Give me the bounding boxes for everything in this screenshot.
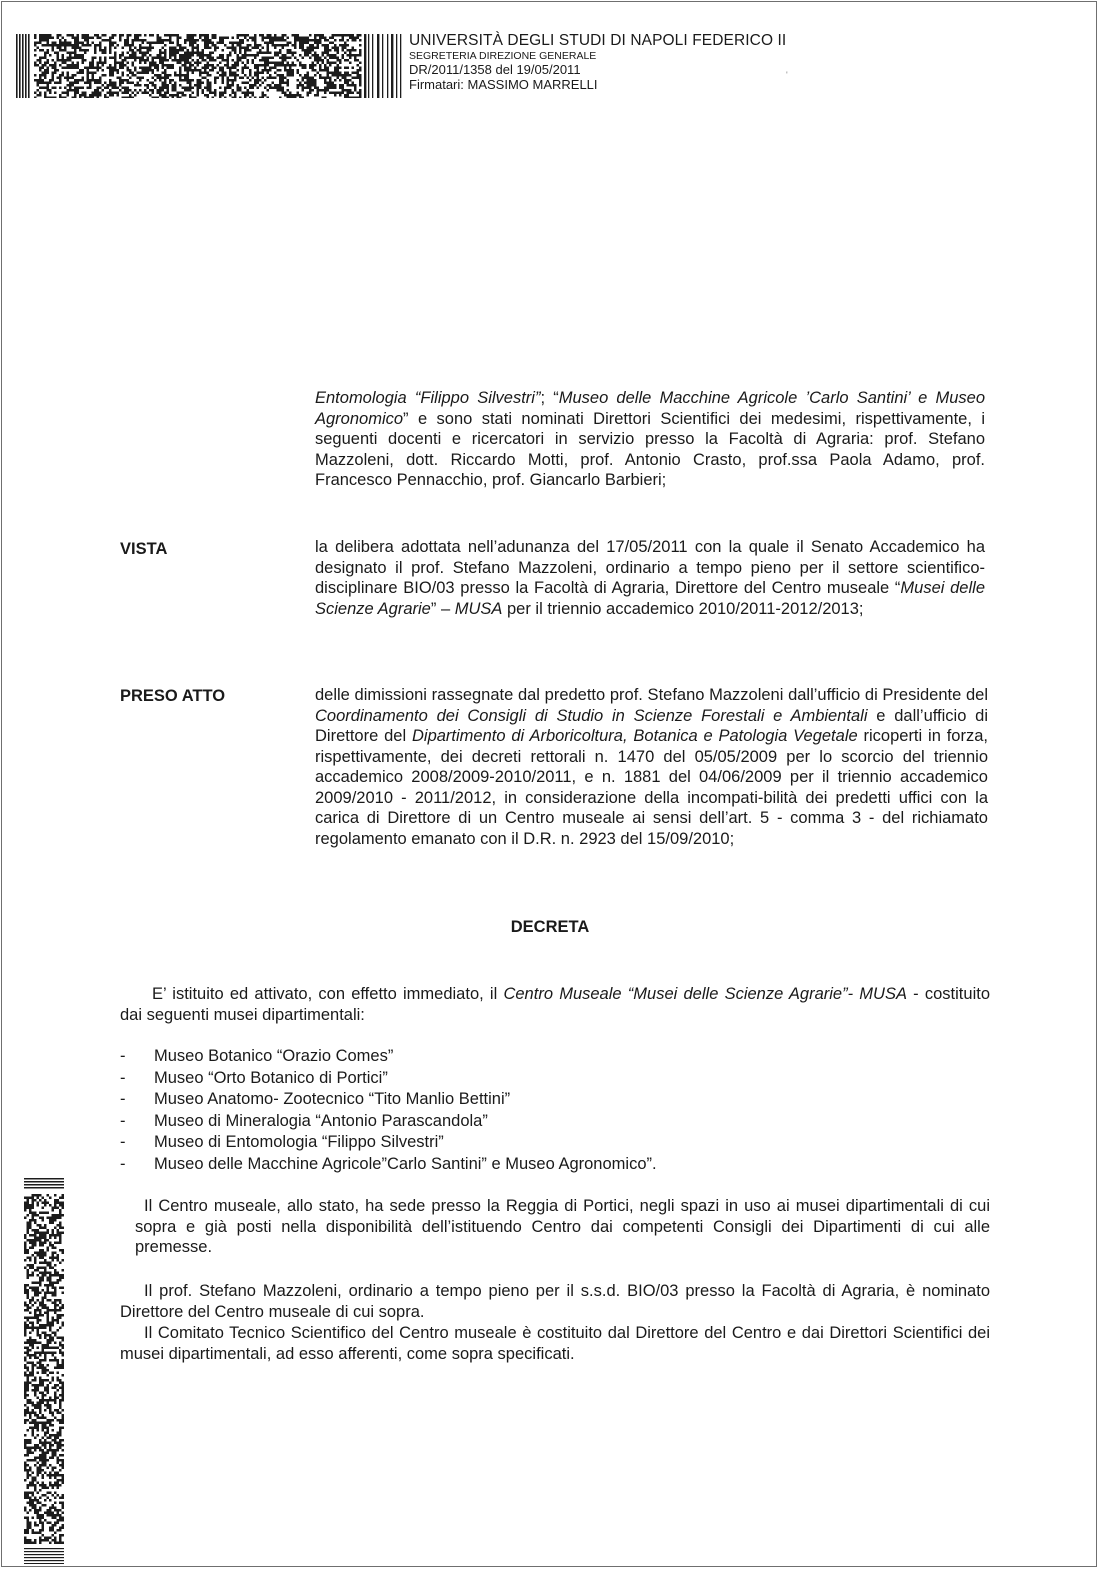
list-item: - Museo Anatomo- Zootecnico “Tito Manlio Bettini”	[120, 1089, 657, 1111]
museum-list	[120, 1046, 657, 1176]
list-item: - Museo di Mineralogia “Antonio Parascandola”	[120, 1111, 657, 1133]
intro-paragraph: Entomologia “Filippo Silvestri”; “Museo delle Macchine Agricole ’Carlo Santini’ e Museo Agronomico” e sono stati nominati Direttori Scientifici dei medesimi, rispettivamente, i seguenti docenti e ricercatori in servizio presso la Facoltà di Agraria: prof. Stefano Mazzoleni, dott. Riccardo Motti, prof. Antonio Crasto, prof.ssa Paola Adamo, prof. Francesco Pennacchio, prof. Giancarlo Barbieri;	[315, 389, 985, 489]
barcode-side	[24, 1178, 64, 1564]
list-item: - Museo delle Macchine Agricole”Carlo Santini” e Museo Agronomico”.	[120, 1154, 657, 1176]
preso-atto-label: PRESO ATTO	[120, 687, 226, 705]
vista-paragraph: la delibera adottata nell’adunanza del 17/05/2011 con la quale il Senato Accademico ha designato il prof. Stefano Mazzoleni, ordinario a tempo pieno per il settore scientifico-disciplinare BIO/03 presso la Facoltà di Agraria, Direttore del Centro museale “Musei delle Scienze Agrarie” – MUSA per il triennio accademico 2010/2011-2012/2013;	[315, 538, 985, 618]
article-istituzione: E’ istituito ed attivato, con effetto immediato, il Centro Museale “Musei delle Scienze Agrarie”- MUSA - costituito dai seguenti musei dipartimentali:	[120, 985, 990, 1024]
barcode-top	[16, 34, 402, 98]
office-name: SEGRETERIA DIREZIONE GENERALE	[409, 50, 597, 62]
protocol-number: DR/2011/1358 del 19/05/2011	[409, 62, 581, 77]
preso-atto-paragraph: delle dimissioni rassegnate dal predetto prof. Stefano Mazzoleni dall’ufficio di Presidente del Coordinamento dei Consigli di Studio in Scienze Forestali e Ambientali e dall’ufficio di Direttore del Dipartimento di Arboricoltura, Botanica e Patologia Vegetale ricoperti in forza, rispettivamente, dei decreti rettorali n. 1470 del 05/05/2009 per lo scorcio del triennio accademico 2008/2009-2010/2011, e n. 1881 del 04/06/2009 per il triennio accademico 2009/2010 - 2011/2012, in considerazione della incompati-bilità dei predetti uffici con la carica di Direttore di un Centro museale ai sensi dell’art. 5 - comma 3 - del richiamato regolamento emanato con il D.R. n. 2923 del 15/09/2010;	[315, 686, 989, 848]
direttore-paragraph: Il prof. Stefano Mazzoleni, ordinario a tempo pieno per il s.s.d. BIO/03 presso la Facoltà di Agraria, è nominato Direttore del Centro museale di cui sopra.	[120, 1282, 990, 1321]
university-name: UNIVERSITÀ DEGLI STUDI DI NAPOLI FEDERICO II	[409, 32, 787, 49]
signatories: Firmatari: MASSIMO MARRELLI	[409, 77, 598, 92]
comitato-paragraph: Il Comitato Tecnico Scientifico del Centro museale è costituito dal Direttore del Centro e dai Direttori Scientifici dei musei dipartimentali, ad esso afferenti, come sopra specificati.	[120, 1324, 990, 1363]
list-item: - Museo Botanico “Orazio Comes”	[120, 1046, 657, 1068]
scan-speck: '	[786, 70, 788, 80]
vista-label: VISTA	[120, 540, 168, 558]
sede-paragraph: Il Centro museale, allo stato, ha sede presso la Reggia di Portici, negli spazi in uso ai musei dipartimentali di cui sopra e già posti nella disponibilità dell’istituendo Centro dai competenti Consigli dei Dipartimenti di cui alle premesse.	[135, 1197, 990, 1256]
list-item: - Museo “Orto Botanico di Portici”	[120, 1068, 657, 1090]
decreta-heading: DECRETA	[510, 918, 590, 936]
list-item: - Museo di Entomologia “Filippo Silvestri”	[120, 1132, 657, 1154]
protocol-header	[409, 33, 786, 93]
